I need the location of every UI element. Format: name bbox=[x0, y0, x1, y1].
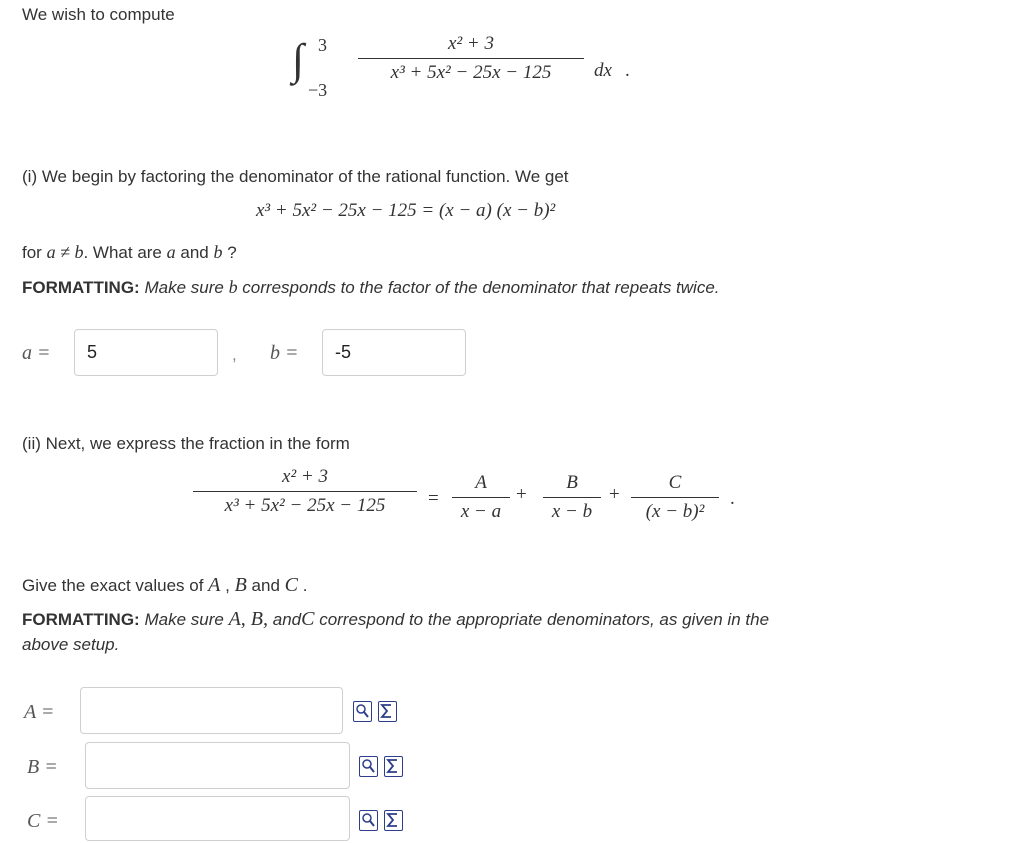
part2-prompt: (ii) Next, we express the fraction in the form bbox=[22, 434, 350, 453]
give-comma: , bbox=[225, 576, 230, 595]
plus-sign-1: + bbox=[516, 484, 527, 505]
b-input[interactable] bbox=[322, 329, 466, 376]
formatting-text-2: corresponds to the factor of the denominator that repeats twice. bbox=[242, 278, 720, 297]
plus-sign-2: + bbox=[609, 484, 620, 505]
formatting-and: and bbox=[272, 610, 302, 629]
C-label: C = bbox=[27, 810, 59, 832]
term-B-fraction bbox=[543, 472, 601, 523]
term-C-numerator: C bbox=[668, 472, 682, 493]
condition-math: a ≠ b bbox=[46, 242, 84, 262]
part2-formatting bbox=[22, 608, 769, 631]
condition-and: and bbox=[180, 243, 209, 262]
lhs-denominator: x³ + 5x² − 25x − 125 bbox=[224, 495, 386, 516]
equation-editor-icon[interactable] bbox=[384, 756, 403, 777]
preview-icon[interactable] bbox=[353, 701, 372, 722]
intro-text: We wish to compute bbox=[22, 5, 175, 24]
part1-formatting bbox=[22, 277, 720, 298]
formatting-text-1: Make sure bbox=[144, 278, 224, 297]
integral-lower-limit: −3 bbox=[308, 80, 328, 100]
integrand-denominator: x³ + 5x² − 25x − 125 bbox=[390, 62, 552, 83]
formatting-label: FORMATTING: bbox=[22, 610, 140, 629]
b-label: b = bbox=[270, 342, 299, 364]
formatting-text-3: above setup. bbox=[22, 635, 120, 654]
part2-give bbox=[22, 574, 307, 597]
A-input[interactable] bbox=[80, 687, 343, 734]
B-label: B = bbox=[27, 756, 58, 778]
give-B: B bbox=[234, 574, 247, 596]
term-B-numerator: B bbox=[566, 472, 578, 493]
preview-icon[interactable] bbox=[359, 756, 378, 777]
term-A-numerator: A bbox=[475, 472, 487, 493]
fraction-bar bbox=[631, 497, 719, 498]
a-label: a = bbox=[22, 342, 51, 364]
formatting-syms: A, B, bbox=[228, 608, 268, 630]
equation-editor-icon[interactable] bbox=[378, 701, 397, 722]
lhs-fraction bbox=[193, 466, 417, 517]
give-period: . bbox=[302, 576, 308, 595]
fraction-bar bbox=[193, 491, 417, 492]
formatting-text-2: correspond to the appropriate denominators, as given in the bbox=[319, 610, 770, 629]
formatting-label: FORMATTING: bbox=[22, 278, 140, 297]
equals-sign: = bbox=[428, 488, 439, 509]
fraction-bar bbox=[452, 497, 510, 498]
term-C-fraction bbox=[631, 472, 719, 523]
condition-b: b bbox=[213, 242, 223, 262]
A-label: A = bbox=[24, 701, 55, 723]
ab-separator: , bbox=[232, 345, 237, 364]
a-input[interactable] bbox=[74, 329, 218, 376]
differential: dx bbox=[594, 60, 612, 81]
condition-pre: for bbox=[22, 243, 42, 262]
preview-icon[interactable] bbox=[359, 810, 378, 831]
integral-sign: ∫ bbox=[292, 35, 305, 84]
integrand-numerator: x² + 3 bbox=[448, 33, 494, 54]
term-B-denominator: x − b bbox=[551, 501, 593, 522]
integral-upper-limit: 3 bbox=[318, 35, 327, 55]
lhs-numerator: x² + 3 bbox=[282, 466, 328, 487]
give-A: A bbox=[208, 574, 221, 596]
form-period: . bbox=[730, 488, 735, 509]
term-C-denominator: (x − b)² bbox=[645, 501, 705, 522]
integral-period: . bbox=[625, 60, 630, 81]
condition-question: ? bbox=[227, 243, 237, 262]
fraction-bar bbox=[543, 497, 601, 498]
condition-a: a bbox=[166, 242, 176, 262]
factor-equation: x³ + 5x² − 25x − 125 = (x − a) (x − b)² bbox=[256, 200, 556, 221]
formatting-text-1: Make sure bbox=[144, 610, 224, 629]
part1-condition bbox=[22, 242, 237, 263]
C-input[interactable] bbox=[85, 796, 350, 841]
condition-mid: . What are bbox=[83, 243, 162, 262]
term-A-denominator: x − a bbox=[460, 501, 502, 522]
integrand-fraction bbox=[358, 33, 584, 84]
term-A-fraction bbox=[452, 472, 510, 523]
formatting-sym-b: b bbox=[228, 277, 238, 297]
B-input[interactable] bbox=[85, 742, 350, 789]
formatting-C: C bbox=[301, 608, 315, 630]
fraction-bar bbox=[358, 58, 584, 59]
give-text: Give the exact values of bbox=[22, 576, 204, 595]
give-and: and bbox=[251, 576, 280, 595]
part1-prompt: (i) We begin by factoring the denominator of the rational function. We get bbox=[22, 167, 569, 186]
equation-editor-icon[interactable] bbox=[384, 810, 403, 831]
give-C: C bbox=[284, 574, 298, 596]
